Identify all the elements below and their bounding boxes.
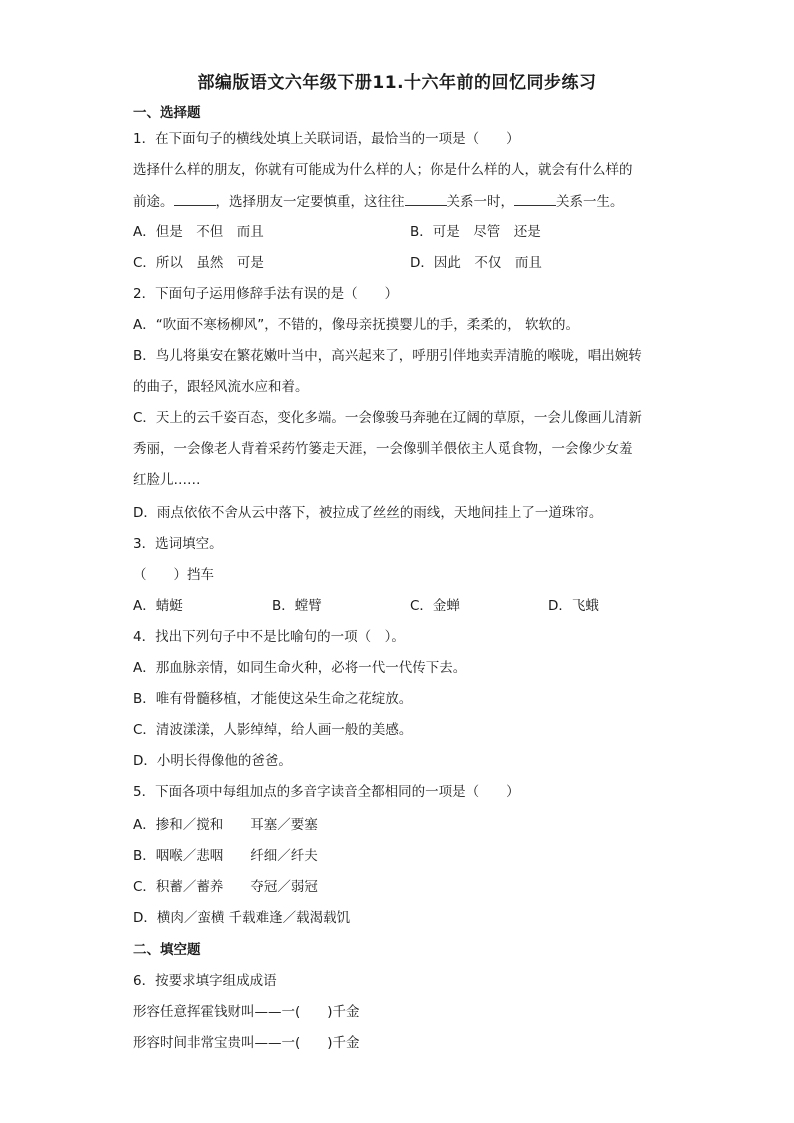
q6-item-1[interactable]: 形容任意挥霍钱财叫——一( )千金: [133, 1004, 360, 1020]
q3-option-a[interactable]: A．蜻蜓: [133, 598, 183, 614]
q1-option-b[interactable]: B．可是 尽管 还是: [410, 224, 541, 240]
q1-stem: 1．在下面句子的横线处填上关联词语，最恰当的一项是（ ）: [133, 131, 520, 147]
q3-option-b[interactable]: B．螳臂: [272, 598, 322, 614]
q2-option-c-line2[interactable]: 秀丽，一会像老人背着采药竹篓走天涯，一会像驯羊偎依主人觅食物，一会像少女羞: [133, 441, 633, 457]
answer-blank[interactable]: [405, 191, 447, 206]
q2-option-d[interactable]: D．雨点依依不舍从云中落下，被拉成了丝丝的雨线，天地间挂上了一道珠帘。: [133, 505, 603, 521]
answer-blank[interactable]: [514, 191, 556, 206]
q1-option-c[interactable]: C．所以 虽然 可是: [133, 255, 264, 271]
q1-option-a[interactable]: A．但是 不但 而且: [133, 224, 264, 240]
q1-text-part-d: 关系一生。: [556, 194, 624, 210]
q1-text-part-c: 关系一时，: [446, 194, 514, 210]
q5-stem: 5．下面各项中每组加点的多音字读音全都相同的一项是（ ）: [133, 784, 520, 800]
q4-option-d[interactable]: D．小明长得像他的爸爸。: [133, 753, 292, 769]
q5-option-c[interactable]: C．积蓄／蓄养 夺冠／弱冠: [133, 879, 318, 895]
q6-stem: 6．按要求填字组成成语: [133, 973, 277, 989]
answer-blank[interactable]: [174, 191, 216, 206]
q2-option-b-line1[interactable]: B．鸟儿将巢安在繁花嫩叶当中，高兴起来了，呼朋引伴地卖弄清脆的喉咙，唱出婉转: [133, 348, 642, 364]
q4-option-a[interactable]: A．那血脉亲情，如同生命火种，必将一代一代传下去。: [133, 660, 467, 676]
q2-stem: 2．下面句子运用修辞手法有误的是（ ）: [133, 286, 399, 302]
q1-option-d[interactable]: D．因此 不仅 而且: [410, 255, 542, 271]
q4-option-c[interactable]: C．清波漾漾，人影绰绰，给人画一般的美感。: [133, 722, 413, 738]
q3-stem: 3．选词填空。: [133, 536, 223, 552]
q2-option-a[interactable]: A．“吹面不寒杨柳风”，不错的，像母亲抚摸婴儿的手，柔柔的， 软软的。: [133, 317, 580, 333]
q1-text-line2: [133, 191, 624, 212]
q4-option-b[interactable]: B．唯有骨髓移植，才能使这朵生命之花绽放。: [133, 691, 413, 707]
q5-option-b[interactable]: B．咽喉／悲咽 纤细／纤夫: [133, 848, 318, 864]
page-title: 部编版语文六年级下册11.十六年前的回忆同步练习: [197, 73, 597, 93]
q1-text-part-b: ，选择朋友一定要慎重，这往往: [215, 194, 405, 210]
q3-option-c[interactable]: C．金蝉: [410, 598, 460, 614]
section-heading-choice: 一、选择题: [133, 105, 201, 121]
q3-option-d[interactable]: D．飞蛾: [548, 598, 599, 614]
q6-item-2[interactable]: 形容时间非常宝贵叫——一( )千金: [133, 1035, 360, 1051]
section-heading-fill: 二、填空题: [133, 942, 201, 958]
q1-text-line1: 选择什么样的朋友，你就有可能成为什么样的人；你是什么样的人，就会有什么样的: [133, 162, 633, 178]
q5-option-d[interactable]: D．横肉／蛮横 千载难逢／载渴载饥: [133, 910, 351, 926]
q2-option-c-line1[interactable]: C．天上的云千姿百态，变化多端。一会像骏马奔驰在辽阔的草原，一会儿像画儿清新: [133, 410, 642, 426]
q3-sub-question: （ ）挡车: [133, 567, 214, 583]
q2-option-c-line3[interactable]: 红脸儿……: [133, 472, 201, 488]
q5-option-a[interactable]: A．掺和／搅和 耳塞／要塞: [133, 817, 318, 833]
q1-text-part-a: 前途。: [133, 194, 174, 210]
q4-stem: 4．找出下列句子中不是比喻句的一项（ ）。: [133, 629, 405, 645]
q2-option-b-line2[interactable]: 的曲子，跟轻风流水应和着。: [133, 379, 309, 395]
